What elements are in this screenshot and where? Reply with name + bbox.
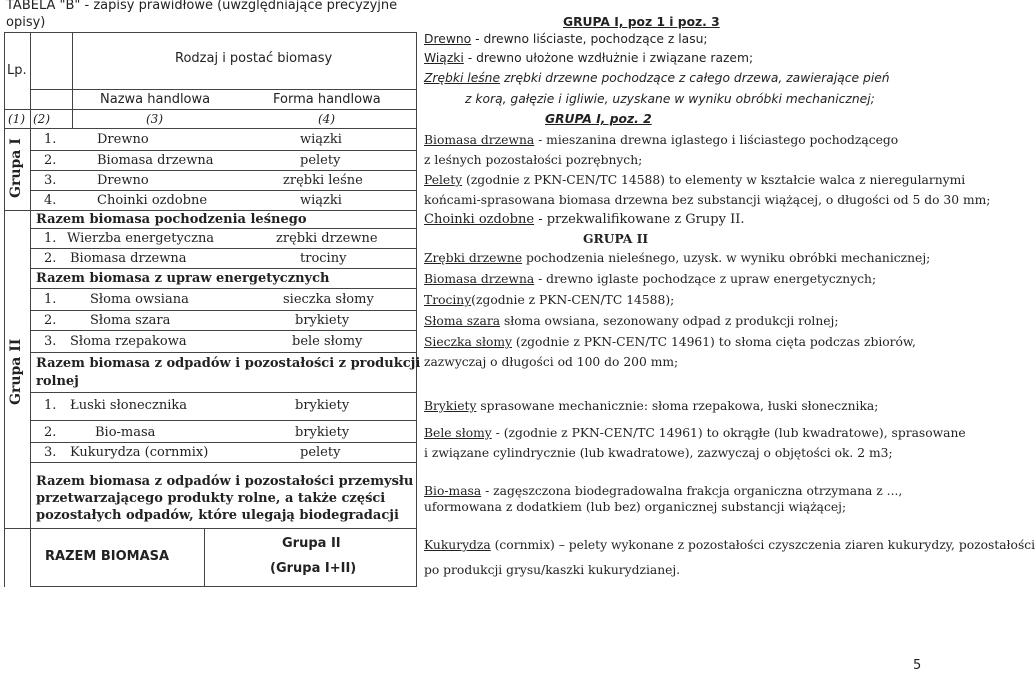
subtotal-lesnego: Razem biomasa pochodzenia leśnego	[36, 212, 307, 227]
row-name: Słoma rzepakowa	[70, 334, 187, 349]
def-kukurydza-cont: po produkcji grysu/kaszki kukurydzianej.	[424, 563, 681, 577]
row-num: 3.	[44, 334, 57, 349]
row-num: 2.	[44, 251, 57, 266]
row-form: zrębki drzewne	[276, 231, 378, 246]
def-wiazki: Wiązki - drewno ułożone wzdłużnie i związane razem;	[424, 51, 754, 65]
header-c4: (4)	[318, 112, 335, 126]
header-nazwa: Nazwa handlowa	[100, 92, 211, 107]
subtotal-odpadow-line2: rolnej	[36, 374, 79, 389]
def-drewno: Drewno - drewno liściaste, pochodzące z lasu;	[424, 32, 708, 46]
total-razem-biomasa: RAZEM BIOMASA	[45, 549, 170, 564]
def-trociny: Trociny(zgodnie z PKN-CEN/TC 14588);	[424, 293, 675, 307]
header-forma: Forma handlowa	[273, 92, 381, 107]
row-num: 1.	[44, 231, 57, 246]
row-name: Drewno	[97, 173, 149, 188]
def-bele-slomy: Bele słomy - (zgodnie z PKN-CEN/TC 14961) to okrągłe (lub kwadratowe), sprasowane	[424, 426, 966, 440]
row-num: 3.	[44, 173, 57, 188]
doc-title-line1: TABELA "B" - zapisy prawidłowe (uwzględniające precyzyjne	[6, 0, 398, 13]
def-bio-masa: Bio-masa - zagęszczona biodegradowalna frakcja organiczna otrzymana z ...,	[424, 484, 903, 498]
subtotal-upraw: Razem biomasa z upraw energetycznych	[36, 271, 330, 286]
row-form: wiązki	[300, 193, 342, 208]
def-biomasa-drzewna: Biomasa drzewna - mieszanina drewna iglastego i liściastego pochodzącego	[424, 133, 899, 147]
row-num: 1.	[44, 292, 57, 307]
subtotal-przemyslu-line1: Razem biomasa z odpadów i pozostałości przemysłu	[36, 474, 414, 489]
row-form: zrębki leśne	[283, 173, 363, 188]
row-num: 2.	[44, 425, 57, 440]
row-num: 1.	[44, 132, 57, 147]
row-form: brykiety	[295, 313, 350, 328]
def-sloma-szara: Słoma szara słoma owsiana, sezonowany odpad z produkcji rolnej;	[424, 314, 839, 328]
header-c2: (2)	[33, 112, 50, 126]
def-pelety: Pelety (zgodnie z PKN-CEN/TC 14588) to elementy w kształcie walca z nieregularnymi	[424, 173, 966, 187]
total-grupa2: Grupa II	[282, 536, 341, 551]
row-name: Słoma owsiana	[90, 292, 189, 307]
row-form: pelety	[300, 445, 341, 460]
def-choinki: Choinki ozdobne - przekwalifikowane z Grupy II.	[424, 212, 745, 227]
heading-grupa2: GRUPA II	[583, 231, 649, 246]
row-form: wiązki	[300, 132, 342, 147]
group-label-2: Grupa II	[8, 338, 24, 405]
subtotal-odpadow-line1: Razem biomasa z odpadów i pozostałości z produkcji	[36, 356, 421, 371]
row-num: 4.	[44, 193, 57, 208]
heading-grupa1-poz13: GRUPA I, poz 1 i poz. 3	[563, 15, 720, 29]
def-bio-masa-cont: uformowana z dodatkiem (lub bez) organicznej substancji wiążącej;	[424, 500, 847, 514]
row-num: 1.	[44, 398, 57, 413]
subtotal-przemyslu-line3: pozostałych odpadów, które ulegają biodegradacji	[36, 508, 399, 523]
row-name: Bio-masa	[95, 425, 156, 440]
row-name: Biomasa drzewna	[70, 251, 187, 266]
def-biomasa-drzewna-2: Biomasa drzewna - drewno iglaste pochodzące z upraw energetycznych;	[424, 272, 877, 286]
def-pelety-cont: końcami-sprasowana biomasa drzewna bez substancji wiążącej, o długości od 5 do 30 mm;	[424, 193, 991, 207]
header-c1: (1)	[8, 112, 25, 126]
def-brykiety: Brykiety sprasowane mechanicznie: słoma rzepakowa, łuski słonecznika;	[424, 399, 879, 413]
group-label-1: Grupa I	[8, 138, 24, 198]
row-name: Drewno	[97, 132, 149, 147]
row-name: Choinki ozdobne	[97, 193, 208, 208]
header-rodzaj: Rodzaj i postać biomasy	[175, 51, 333, 66]
total-grupa12: (Grupa I+II)	[270, 561, 357, 576]
row-form: pelety	[300, 153, 341, 168]
row-form: trociny	[300, 251, 347, 266]
def-zrebki-lesne: Zrębki leśne zrębki drzewne pochodzące z całego drzewa, zawierające pień	[424, 71, 890, 85]
row-form: sieczka słomy	[283, 292, 374, 307]
heading-grupa1-poz2: GRUPA I, poz. 2	[545, 112, 652, 126]
page-number: 5	[913, 658, 922, 673]
row-name: Wierzba energetyczna	[67, 231, 215, 246]
row-name: Słoma szara	[90, 313, 171, 328]
def-sieczka-cont: zazwyczaj o długości od 100 do 200 mm;	[424, 355, 679, 369]
row-form: bele słomy	[292, 334, 363, 349]
subtotal-przemyslu-line2: przetwarzającego produkty rolne, a także części	[36, 491, 386, 506]
def-bele-slomy-cont: i związane cylindrycznie (lub kwadratowe), zazwyczaj o objętości ok. 2 m3;	[424, 446, 893, 460]
row-form: brykiety	[295, 398, 350, 413]
row-num: 2.	[44, 153, 57, 168]
row-name: Łuski słonecznika	[70, 398, 187, 413]
def-zrebki-drzewne: Zrębki drzewne pochodzenia nieleśnego, uzysk. w wyniku obróbki mechanicznej;	[424, 251, 931, 265]
def-sieczka: Sieczka słomy (zgodnie z PKN-CEN/TC 14961) to słoma cięta podczas zbiorów,	[424, 335, 916, 349]
row-form: brykiety	[295, 425, 350, 440]
header-c3: (3)	[146, 112, 163, 126]
header-lp: Lp.	[7, 63, 27, 78]
def-zrebki-lesne-cont: z korą, gałęzie i igliwie, uzyskane w wyniku obróbki mechanicznej;	[465, 92, 875, 106]
row-num: 2.	[44, 313, 57, 328]
row-name: Kukurydza (cornmix)	[70, 445, 209, 460]
row-name: Biomasa drzewna	[97, 153, 214, 168]
def-kukurydza: Kukurydza (cornmix) – pelety wykonane z pozostałości czyszczenia ziaren kukurydzy, pozostałości	[424, 538, 1035, 552]
doc-title-line2: opisy)	[6, 15, 46, 30]
def-biomasa-drzewna-cont: z leśnych pozostałości pozrębnych;	[424, 153, 643, 167]
row-num: 3.	[44, 445, 57, 460]
